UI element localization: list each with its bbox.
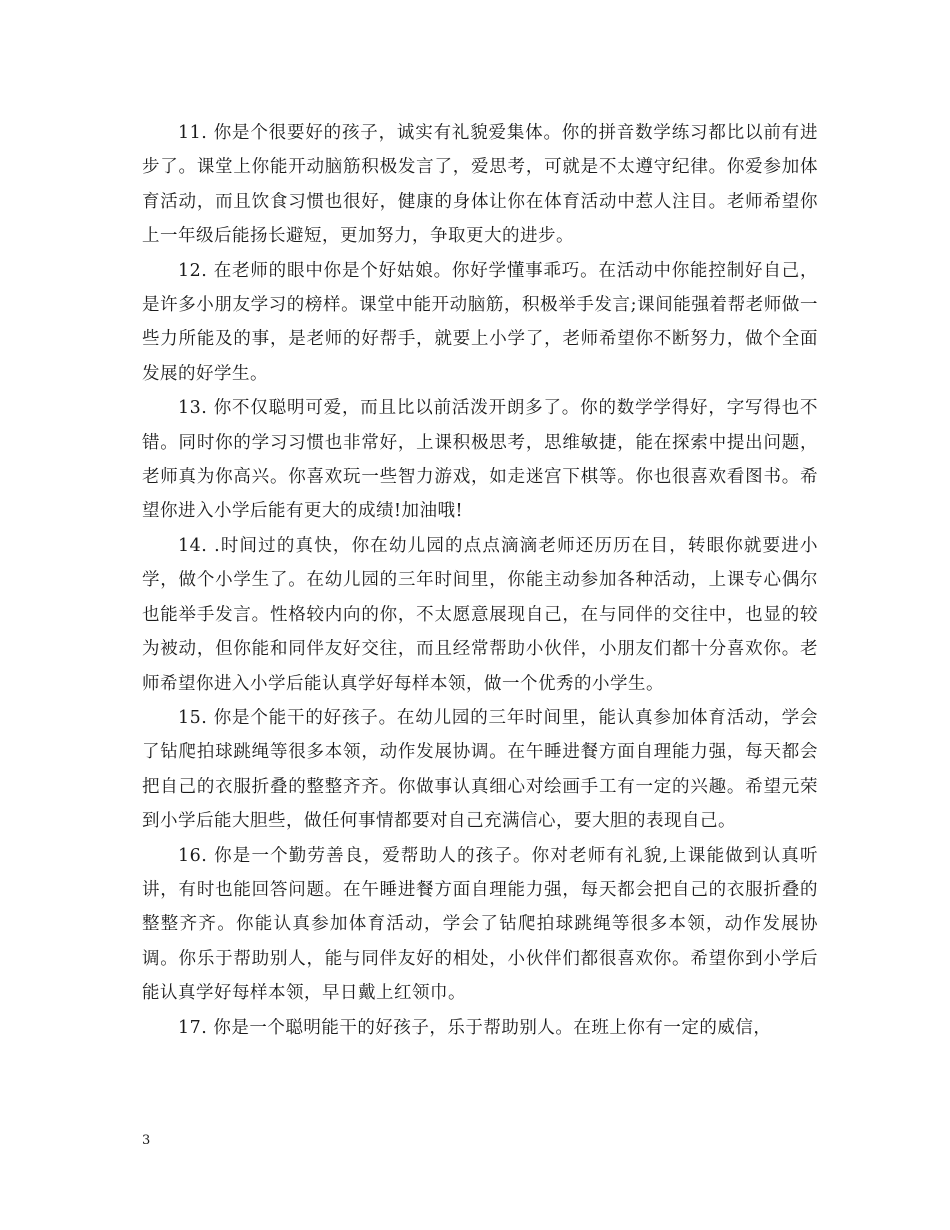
comment-paragraph-15: 15. 你是个能干的好孩子。在幼儿园的三年时间里，能认真参加体育活动，学会了钻爬拍球跳绳等很多本领，动作发展协调。在午睡进餐方面自理能力强，每天都会把自己的衣服折叠的整整齐齐。你做事认真细心对绘画手工有一定的兴趣。希望元荣到小学后能大胆些，做任何事情都要对自己充满信心，要大胆的表现自己。 [142,707,818,832]
comment-paragraph-13: 13. 你不仅聪明可爱，而且比以前活泼开朗多了。你的数学学得好，字写得也不错。同时你的学习习惯也非常好，上课积极思考，思维敏捷，能在探索中提出问题，老师真为你高兴。你喜欢玩一些智力游戏，如走迷宫下棋等。你也很喜欢看图书。希望你进入小学后能有更大的成绩!加油哦! [142,398,818,522]
comment-paragraph-14: 14. .时间过的真快，你在幼儿园的点点滴滴老师还历历在目，转眼你就要进小学，做个小学生了。在幼儿园的三年时间里，你能主动参加各种活动，上课专心偶尔也能举手发言。性格较内向的你，不太愿意展现自己，在与同伴的交往中，也显的较为被动，但你能和同伴友好交往，而且经常帮助小伙伴，小朋友们都十分喜欢你。老师希望你进入小学后能认真学好每样本领，做一个优秀的小学生。 [142,535,818,694]
comment-paragraph-17: 17. 你是一个聪明能干的好孩子，乐于帮助别人。在班上你有一定的威信， [178,1017,772,1038]
comment-paragraph-12: 12. 在老师的眼中你是个好姑娘。你好学懂事乖巧。在活动中你能控制好自己，是许多小朋友学习的榜样。课堂中能开动脑筋，积极举手发言;课间能强着帮老师做一些力所能及的事，是老师的好帮手，就要上小学了，老师希望你不断努力，做个全面发展的好学生。 [142,260,818,384]
page-number: 3 [142,1133,151,1148]
comment-paragraph-16: 16. 你是一个勤劳善良，爱帮助人的孩子。你对老师有礼貌,上课能做到认真听讲，有时也能回答问题。在午睡进餐方面自理能力强，每天都会把自己的衣服折叠的整整齐齐。你能认真参加体育活动，学会了钻爬拍球跳绳等很多本领，动作发展协调。你乐于帮助别人，能与同伴友好的相处，小伙伴们都很喜欢你。希望你到小学后能认真学好每样本领，早日戴上红领巾。 [142,845,818,1004]
comment-paragraph-11: 11. 你是个很要好的孩子，诚实有礼貌爱集体。你的拼音数学练习都比以前有进步了。课堂上你能开动脑筋积极发言了，爱思考，可就是不太遵守纪律。你爱参加体育活动，而且饮食习惯也很好，健康的身体让你在体育活动中惹人注目。老师希望你上一年级后能扬长避短，更加努力，争取更大的进步。 [142,123,818,247]
document-body [142,116,818,1045]
